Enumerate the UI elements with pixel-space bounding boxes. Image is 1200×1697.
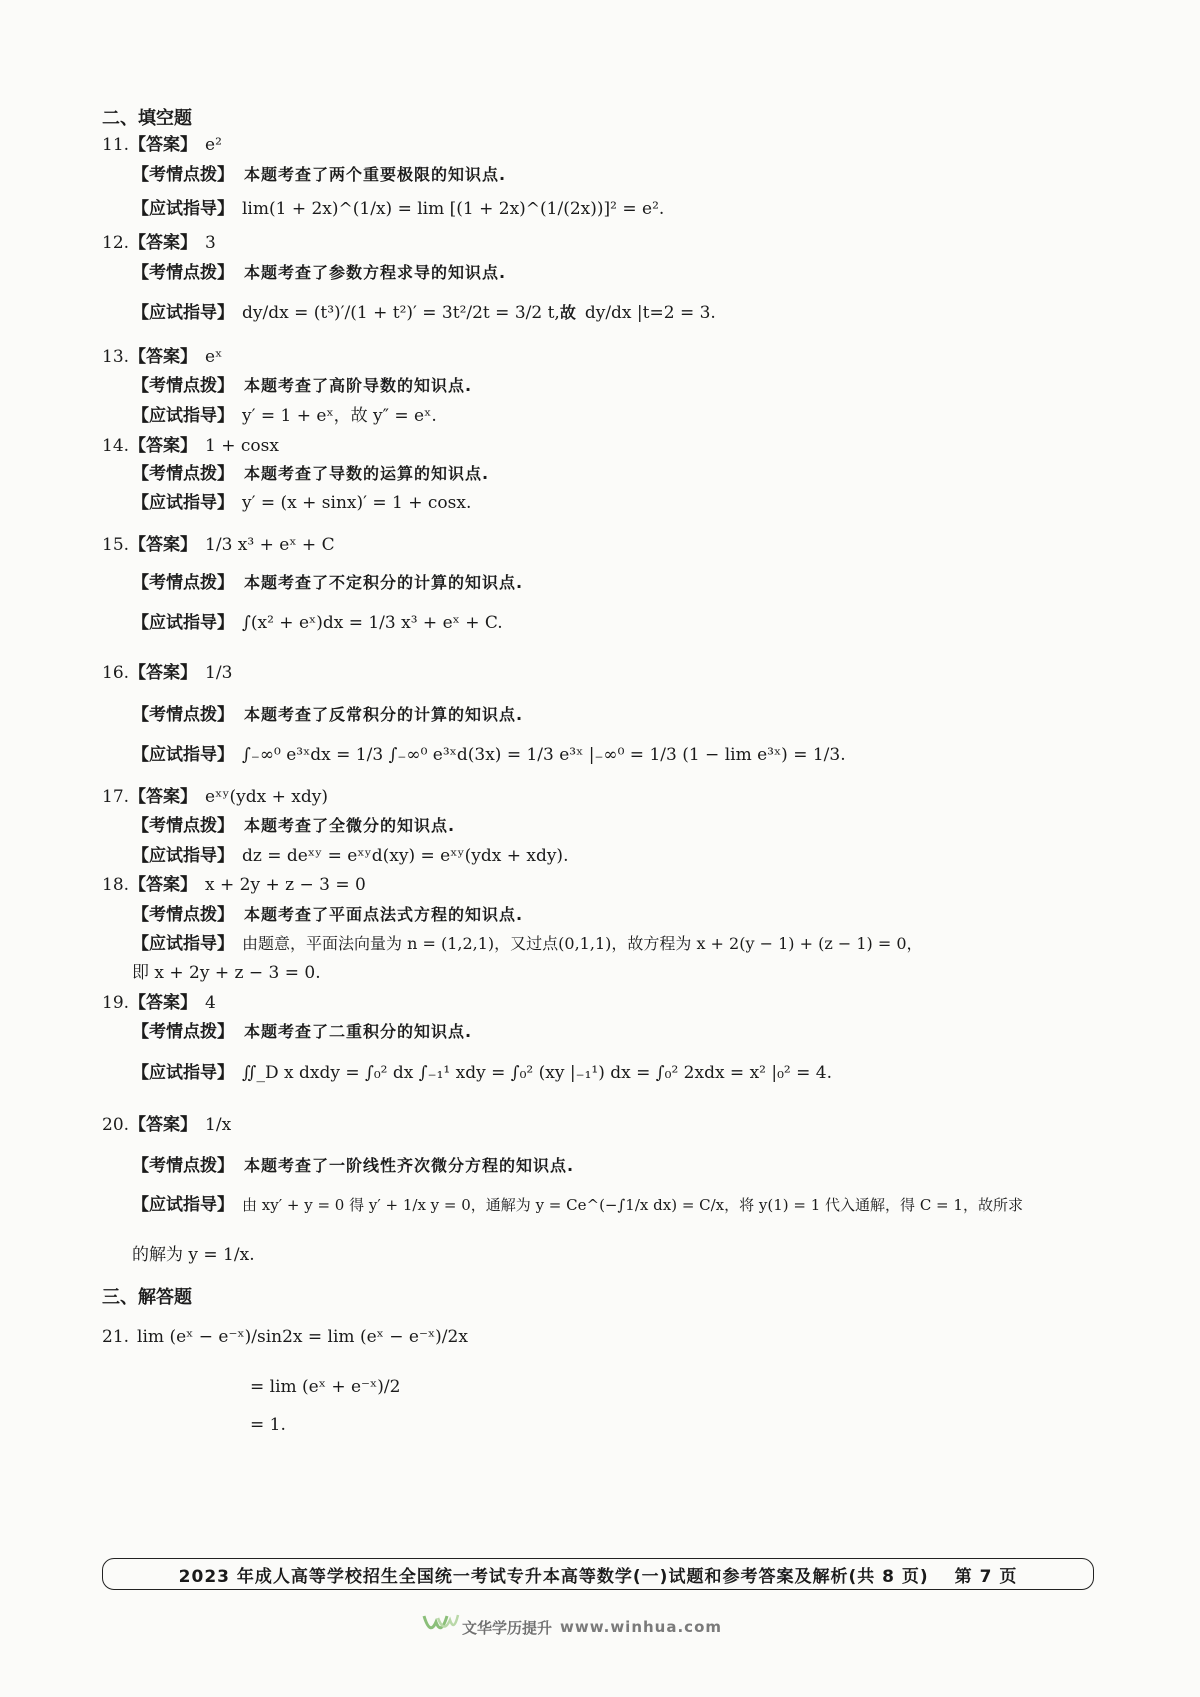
answer-label: 【答案】	[129, 787, 198, 807]
q11-point-line	[132, 164, 506, 186]
q15-guide: ∫(x² + eˣ)dx = 1/3 x³ + eˣ + C.	[242, 613, 503, 633]
guide-label: 【应试指导】	[132, 846, 234, 866]
q19-answer-line	[102, 992, 216, 1014]
q21-step-3: = 1.	[250, 1415, 286, 1435]
q19-answer: 4	[205, 993, 216, 1013]
answer-label: 【答案】	[129, 1115, 198, 1135]
q15-point: 本题考查了不定积分的计算的知识点.	[244, 573, 524, 592]
q17-guide: dz = deˣʸ = eˣʸd(xy) = eˣʸ(ydx + xdy).	[242, 846, 569, 866]
section-heading-solutions: 三、解答题	[102, 1287, 192, 1308]
q20-guide-cont	[132, 1244, 255, 1266]
q21-step-2: = lim (eˣ + e⁻ˣ)/2	[250, 1377, 401, 1397]
q18-answer-line	[102, 874, 366, 896]
q20-point-line	[132, 1155, 574, 1177]
q20-guide-line	[132, 1194, 1023, 1216]
q13-point: 本题考查了高阶导数的知识点.	[244, 376, 473, 395]
q17-guide-line	[132, 845, 568, 867]
q18-guide2: 即 x + 2y + z − 3 = 0.	[132, 963, 321, 983]
q20-answer-line	[102, 1114, 231, 1136]
guide-label: 【应试指导】	[132, 493, 234, 513]
q18-answer: x + 2y + z − 3 = 0	[205, 875, 366, 895]
point-label: 【考情点拨】	[132, 263, 234, 283]
answer-label: 【答案】	[129, 233, 198, 253]
q19-point-line	[132, 1021, 472, 1043]
point-label: 【考情点拨】	[132, 464, 234, 484]
guide-label: 【应试指导】	[132, 934, 234, 954]
q11-guide: lim(1 + 2x)^(1/x) = lim [(1 + 2x)^(1/(2x))]² = e².	[242, 199, 665, 219]
q19-number: 19.	[102, 993, 130, 1013]
q18-guide: 由题意，平面法向量为 n = (1,2,1)，又过点(0,1,1)，故方程为 x + 2(y − 1) + (z − 1) = 0，	[242, 934, 923, 953]
guide-label: 【应试指导】	[132, 199, 234, 219]
q16-answer: 1/3	[205, 663, 233, 683]
q17-point-line	[132, 815, 455, 837]
q14-guide: y′ = (x + sinx)′ = 1 + cosx.	[242, 493, 472, 513]
q11-guide-line	[132, 198, 664, 220]
q21-line-1	[102, 1326, 468, 1348]
q19-guide: ∬_D x dxdy = ∫₀² dx ∫₋₁¹ xdy = ∫₀² (xy |₋₁¹) dx = ∫₀² 2xdx = x² |₀² = 4.	[242, 1063, 833, 1083]
guide-label: 【应试指导】	[132, 303, 234, 323]
guide-label: 【应试指导】	[132, 1063, 234, 1083]
q18-number: 18.	[102, 875, 130, 895]
q20-guide: 由 xy′ + y = 0 得 y′ + 1/x y = 0，通解为 y = Ce^(−∫1/x dx) = C/x，将 y(1) = 1 代入通解，得 C = 1，故所求	[242, 1196, 1023, 1214]
answer-label: 【答案】	[129, 663, 198, 683]
footer-page-number: 第 7 页	[954, 1566, 1018, 1587]
q16-number: 16.	[102, 663, 130, 683]
q12-answer-line	[102, 232, 216, 254]
q14-guide-line	[132, 492, 471, 514]
q11-point: 本题考查了两个重要极限的知识点.	[244, 165, 507, 184]
q19-guide-line	[132, 1062, 832, 1084]
q17-point: 本题考查了全微分的知识点.	[244, 816, 456, 835]
point-label: 【考情点拨】	[132, 165, 234, 185]
watermark-site: www.winhua.com	[560, 1618, 723, 1636]
q16-answer-line	[102, 662, 232, 684]
q13-answer-line	[102, 346, 222, 368]
q14-number: 14.	[102, 436, 130, 456]
q19-point: 本题考查了二重积分的知识点.	[244, 1022, 473, 1041]
q20-answer: 1/x	[205, 1115, 232, 1135]
answer-label: 【答案】	[129, 875, 198, 895]
watermark	[420, 1612, 722, 1642]
guide-label: 【应试指导】	[132, 1195, 234, 1215]
q11-answer: e²	[205, 135, 222, 155]
q21-number: 21.	[102, 1327, 130, 1347]
q12-point-line	[132, 262, 506, 284]
answer-label: 【答案】	[129, 347, 198, 367]
guide-label: 【应试指导】	[132, 406, 234, 426]
q17-answer-line	[102, 786, 328, 808]
q15-answer: 1/3 x³ + eˣ + C	[205, 535, 335, 555]
guide-label: 【应试指导】	[132, 613, 234, 633]
q12-guide-c: dy/dx |t=2 = 3.	[584, 303, 716, 323]
q21-line-2	[250, 1376, 400, 1398]
point-label: 【考情点拨】	[132, 573, 234, 593]
q13-point-line	[132, 375, 472, 397]
q12-guide-line	[132, 302, 716, 324]
q16-point-line	[132, 704, 523, 726]
q21-step-1: lim (eˣ − e⁻ˣ)/sin2x = lim (eˣ − e⁻ˣ)/2x	[137, 1327, 468, 1347]
guide-label: 【应试指导】	[132, 745, 234, 765]
q20-number: 20.	[102, 1115, 130, 1135]
point-label: 【考情点拨】	[132, 1156, 234, 1176]
point-label: 【考情点拨】	[132, 905, 234, 925]
page-footer	[102, 1558, 1094, 1590]
answer-label: 【答案】	[129, 993, 198, 1013]
q15-point-line	[132, 572, 523, 594]
q18-point-line	[132, 904, 523, 926]
q14-answer: 1 + cosx	[205, 436, 279, 456]
point-label: 【考情点拨】	[132, 705, 234, 725]
q11-answer-line	[102, 134, 222, 156]
q15-number: 15.	[102, 535, 130, 555]
q18-guide-cont	[132, 962, 321, 984]
q12-guide-a: dy/dx = (t³)′/(1 + t²)′ = 3t²/2t = 3/2 t,	[242, 303, 560, 323]
section-heading-fill-blank: 二、填空题	[102, 108, 192, 129]
q12-number: 12.	[102, 233, 130, 253]
q16-point: 本题考查了反常积分的计算的知识点.	[244, 705, 524, 724]
q16-guide: ∫₋∞⁰ e³ˣdx = 1/3 ∫₋∞⁰ e³ˣd(3x) = 1/3 e³ˣ |₋∞⁰ = 1/3 (1 − lim e³ˣ) = 1/3.	[242, 745, 846, 765]
q13-answer: eˣ	[205, 347, 223, 367]
q12-point: 本题考查了参数方程求导的知识点.	[244, 263, 507, 282]
q11-number: 11.	[102, 135, 130, 155]
q13-guide-line	[132, 405, 437, 427]
q14-point: 本题考查了导数的运算的知识点.	[244, 464, 490, 483]
footer-title: 2023 年成人高等学校招生全国统一考试专升本高等数学(一)试题和参考答案及解析(共 8 页)	[178, 1566, 929, 1587]
q13-guide: y′ = 1 + eˣ，故 y″ = eˣ.	[242, 406, 437, 426]
q14-point-line	[132, 463, 489, 485]
point-label: 【考情点拨】	[132, 376, 234, 396]
q17-answer: eˣʸ(ydx + xdy)	[205, 787, 328, 807]
watermark-brand: 文华学历提升	[462, 1618, 553, 1637]
q15-answer-line	[102, 534, 335, 556]
q13-number: 13.	[102, 347, 130, 367]
q12-guide-b: 故	[559, 303, 577, 322]
winhua-logo-icon	[420, 1612, 462, 1642]
q20-point: 本题考查了一阶线性齐次微分方程的知识点.	[244, 1156, 575, 1175]
point-label: 【考情点拨】	[132, 816, 234, 836]
q14-answer-line	[102, 435, 279, 457]
q16-guide-line	[132, 744, 846, 766]
q17-number: 17.	[102, 787, 130, 807]
q21-line-3	[250, 1414, 286, 1436]
q20-guide2: 的解为 y = 1/x.	[132, 1245, 255, 1265]
q18-guide-line	[132, 933, 923, 955]
answer-label: 【答案】	[129, 135, 198, 155]
point-label: 【考情点拨】	[132, 1022, 234, 1042]
answer-label: 【答案】	[129, 535, 198, 555]
q15-guide-line	[132, 612, 503, 634]
answer-label: 【答案】	[129, 436, 198, 456]
q18-point: 本题考查了平面点法式方程的知识点.	[244, 905, 524, 924]
q12-answer: 3	[205, 233, 216, 253]
